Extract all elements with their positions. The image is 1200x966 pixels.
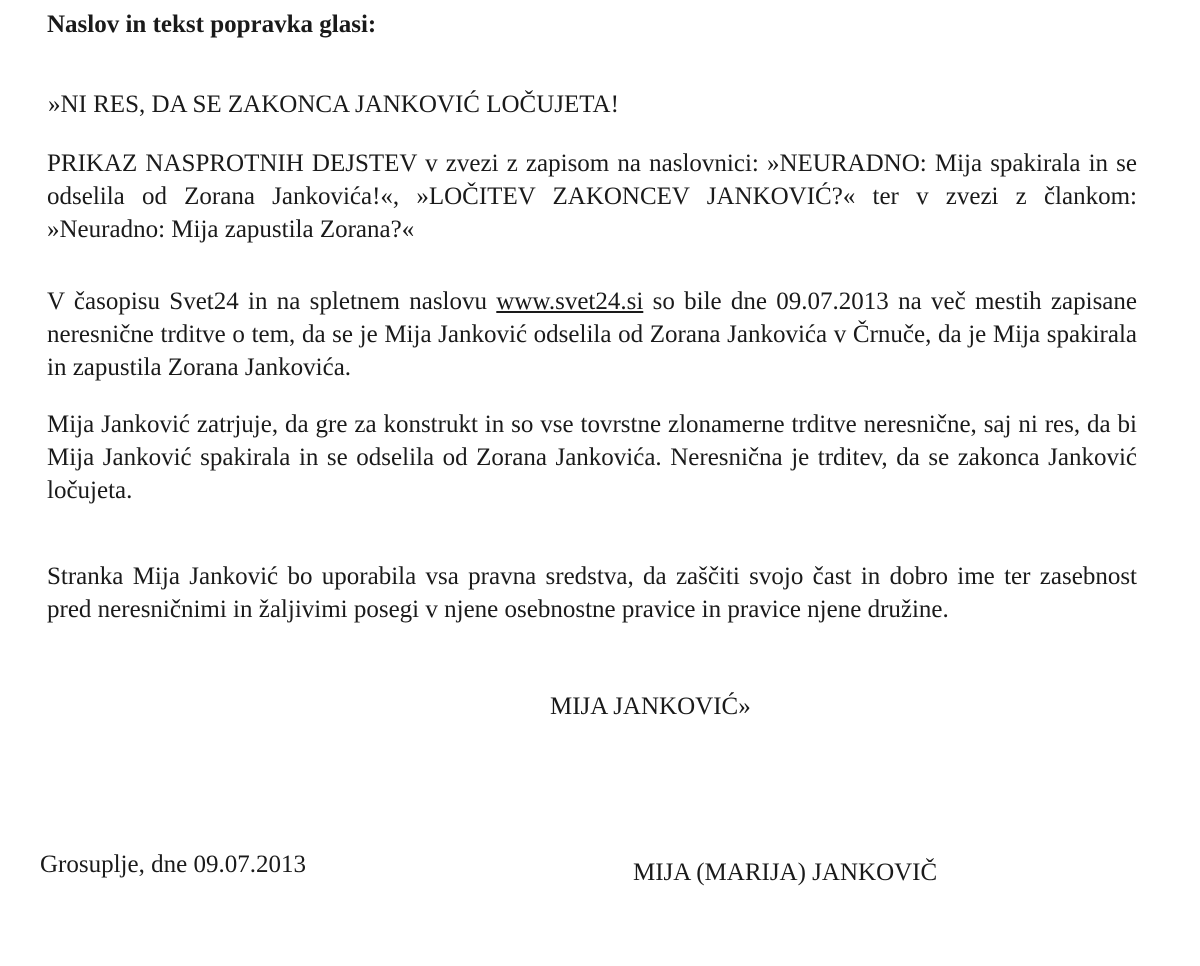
paragraph-denial: Mija Janković zatrjuje, da gre za konstrukt in so vse tovrstne zlonamerne trditve neresnične, saj ni res, da bi Mija Janković spakirala in se odselila od Zorana Jankovića. Neresnična je trditev, da se zakonca Janković ločujeta. bbox=[47, 411, 1137, 504]
paragraph-text-before-link: V časopisu Svet24 in na spletnem naslovu bbox=[47, 288, 497, 315]
signature-name-center: MIJA JANKOVIĆ» bbox=[550, 693, 751, 720]
website-link[interactable]: www.svet24.si bbox=[496, 288, 644, 315]
correction-title: »NI RES, DA SE ZAKONCA JANKOVIĆ LOČUJETA! bbox=[48, 91, 619, 118]
paragraph-counter-facts: PRIKAZ NASPROTNIH DEJSTEV v zvezi z zapisom na naslovnici: »NEURADNO: Mija spakirala in se odselila od Zorana Jankovića!«, »LOČITEV ZAKONCEV JANKOVIĆ?« ter v zvezi z člankom: »Neuradno: Mija zapustila Zorana?« bbox=[47, 150, 1137, 243]
signature-name-bottom: MIJA (MARIJA) JANKOVIČ bbox=[633, 859, 938, 886]
paragraph-legal-remedies: Stranka Mija Janković bo uporabila vsa pravna sredstva, da zaščiti svojo čast in dobro ime ter zasebnost pred neresničnimi in žaljivimi posegi v njene osebnostne pravice in pravice njene družine. bbox=[47, 563, 1137, 623]
paragraph-publication-claims bbox=[47, 285, 1137, 384]
place-and-date: Grosuplje, dne 09.07.2013 bbox=[40, 851, 306, 878]
document-heading: Naslov in tekst popravka glasi: bbox=[47, 11, 377, 38]
paragraph-text-after-link: so bile dne 09.07.2013 na več mestih zapisane neresnične trditve o tem, da se je Mija Janković odselila od Zorana Jankovića v Črnuče, da je Mija spakirala in zapustila Zorana Jankovića. bbox=[47, 288, 1137, 381]
